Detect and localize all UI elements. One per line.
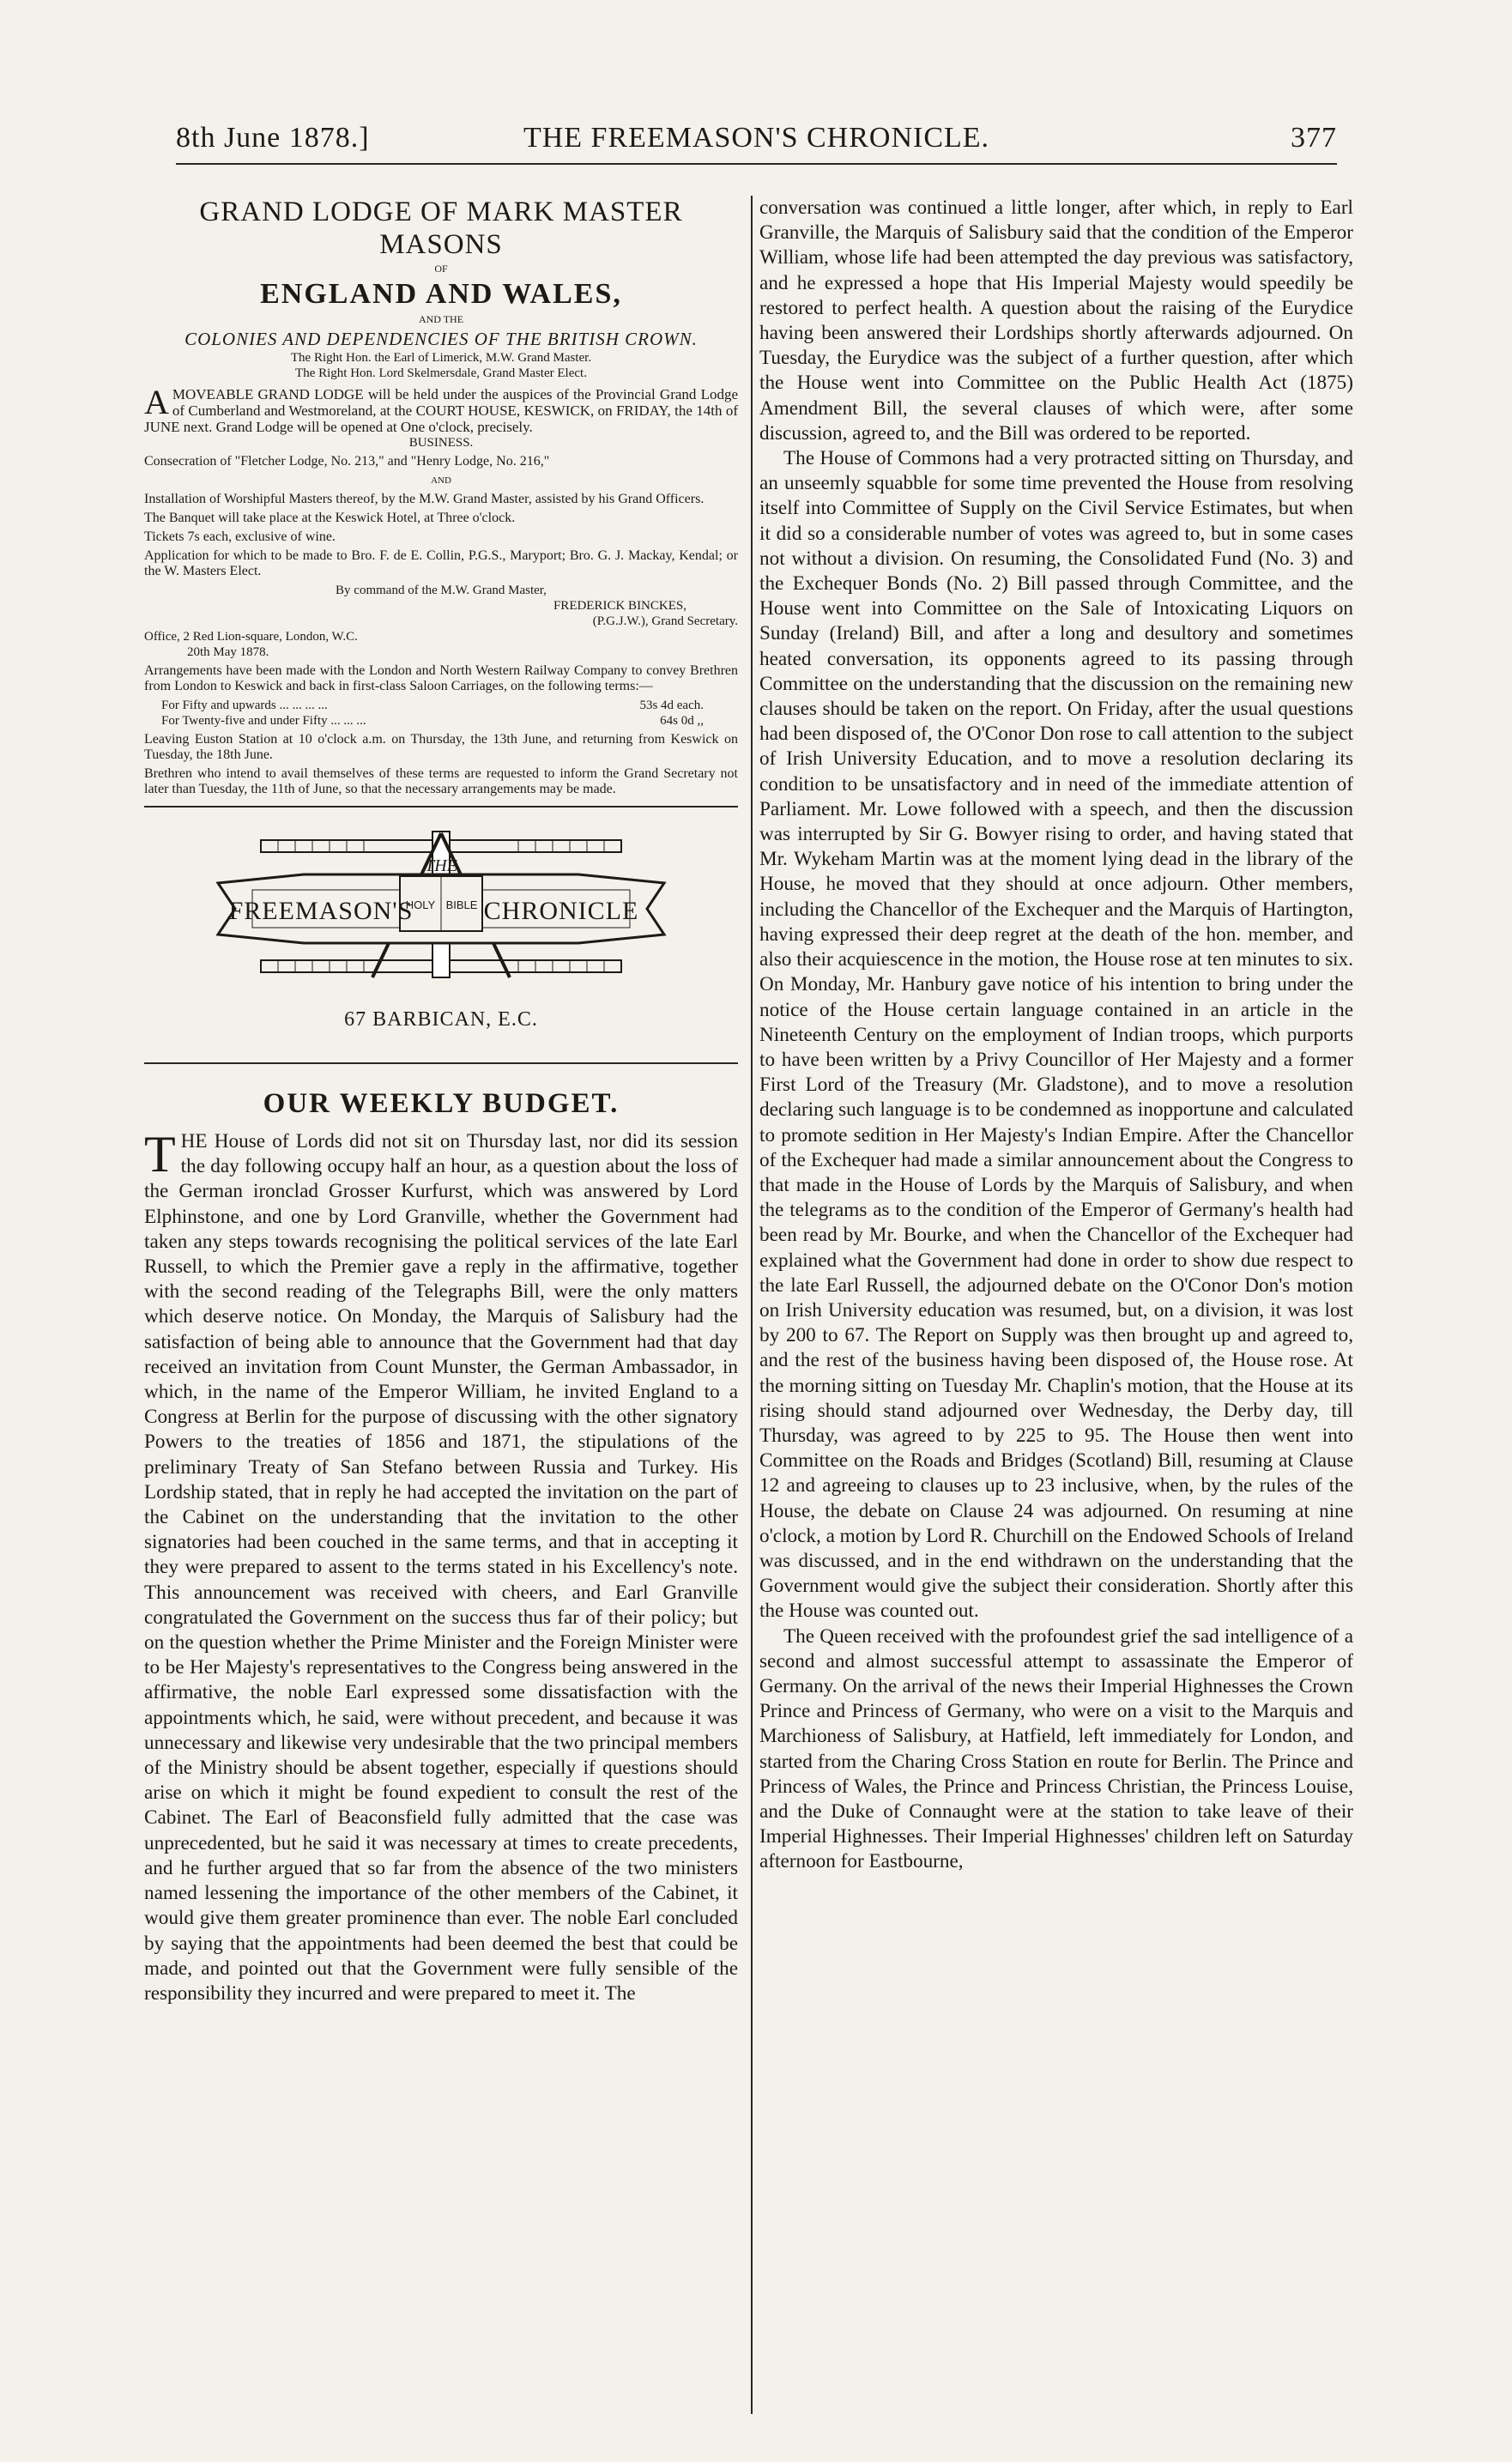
publication-title: THE FREEMASON'S CHRONICLE. <box>523 122 990 154</box>
page-number: 377 <box>1291 122 1337 154</box>
right-column <box>759 196 1353 1875</box>
arrangements-line: Arrangements have been made with the London and North Western Railway Company to convey Brethren from London to Keswick and back in first-class Saloon Carriages, on the following terms:— <box>144 663 738 693</box>
consecration-line: Consecration of "Fletcher Lodge, No. 213," and "Henry Lodge, No. 216," <box>144 454 550 469</box>
fare-row-fifty <box>144 698 738 713</box>
notice-body <box>144 383 738 435</box>
masthead-rule <box>144 1062 738 1064</box>
article-paragraph: The House of Commons had a very protracted sitting on Thursday, and an unseemly squabble for some time prevented the House from resolving itself into Committee of Supply on the Civil Service Estimates, but when it did so a considerable number of votes was agreed to, but in some cases not without a division. On resuming, the Consolidated Fund (No. 3) and the Exchequer Bonds (No. 2) Bill passed through Committee, and the House went into Committee on the Sale of Intoxicating Liquors on Sunday (Ireland) Bill, and after a long and desultory and sometimes heated conversation, its opponents agreed to its passing through Committee on the understanding that the discussion on the remaining new clauses should be taken on the report. On Friday, after the usual questions had been disposed of, the O'Conor Don rose to call attention to the subject of Irish University Education, and to move a resolution declaring its condition to be unsatisfactory and in need of the immediate attention of Parliament. Mr. Lowe followed with a speech, and then the discussion was interrupted by Sir G. Bowyer rising to order, and having stated that Mr. Wykeham Martin was at the moment lying dead in the library of the House, he moved that they should at once adjourn. Other members, including the Chancellor of the Exchequer and the Marquis of Hartington, having expressed their deep regret at the death of the hon. member, and also their acquiescence in the motion, the House rose at ten minutes to six. On Monday, Mr. Hanbury gave notice of his intention to bring under the notice of the House certain language contained in an article in the Nineteenth Century on the employment of Indian troops, which purports to have been written by a Privy Councillor of Her Majesty and a former First Lord of the Treasury (Mr. Gladstone), and to move a resolution declaring such language is to be condemned as inopportune and calculated to promote sedition in Her Majesty's Indian Empire. After the Chancellor of the Exchequer had made a similar announcement about the Congress to that made in the House of Lords by the Marquis of Salisbury, and when the telegrams as to the condition of the Emperor of Germany's health had been read by Mr. Bourke, and when the Chancellor of the Exchequer had explained what the Government had done in order to show due respect to the late Earl Russell, the adjourned debate on the O'Conor Don's motion on Irish University education was resumed, but, on a division, it was lost by 200 to 67. The Report on Supply was then brought up and agreed to, and the rest of the business having been disposed of, the House rose. At the morning sitting on Tuesday Mr. Chaplin's motion, that the House at its rising should stand adjourned over Wednesday, the Derby day, till Thursday, was agreed to by 225 to 95. The House then went into Committee on the Roads and Bridges (Scotland) Bill, resuming at Clause 12 and agreeing to clauses up to 23 inclusive, when, by the rules of the House, the debate on Clause 24 was adjourned. On resuming at nine o'clock, a motion by Lord R. Churchill on the Endowed Schools of Ireland was discussed, and in the end withdrawn on the understanding that the Government would give the subject their consideration. Shortly after this the House was counted out. <box>759 447 1353 1623</box>
fare-price: 53s 4d each. <box>639 699 704 712</box>
business-heading: BUSINESS. <box>408 436 474 450</box>
article-paragraph: conversation was continued a little longer, after which, in reply to Earl Granville, the Marquis of Salisbury said that the condition of the Emperor William, whose life had been attempted the day previous was satisfactory, and he expressed a hope that His Imperial Majesty would speedily be restored to perfect health. A question about the raising of the Eurydice having been answered their Lordships shortly afterwards adjourned. On Tuesday, the Eurydice was the subject of a further question, after which the House went into Committee on the Public Health Act (1875) Amendment Bill, the several clauses of which were, after some discussion, agreed to, and the Bill was ordered to be reported. <box>759 197 1353 445</box>
signatory-title: (P.G.J.W.), Grand Secretary. <box>592 614 738 628</box>
brethren-line: Brethren who intend to avail themselves of these terms are requested to inform the Grand Secretary not later than Tuesday, the 11th of June, so that the necessary arrangements may be made. <box>144 766 738 796</box>
masthead-address: 67 BARBICAN, E.C. <box>344 1008 538 1031</box>
tickets-line: Tickets 7s each, exclusive of wine. <box>144 529 336 544</box>
notice-date: 20th May 1878. <box>187 645 269 659</box>
article-right-text <box>759 196 1353 1875</box>
article-left-text <box>144 1126 738 2006</box>
grand-master-elect-line: The Right Hon. Lord Skelmersdale, Grand Master Elect. <box>295 366 587 380</box>
application-line: Application for which to be made to Bro. F. de E. Collin, P.G.S., Maryport; Bro. G. J. Mackay, Kendal; or the W. Masters Elect. <box>144 548 738 578</box>
masthead-holy: HOLY <box>405 898 436 911</box>
header-rule <box>176 163 1337 165</box>
masthead-the: THE <box>425 856 457 875</box>
leaving-line: Leaving Euston Station at 10 o'clock a.m. on Thursday, the 13th June, and returning from Keswick on Tuesday, the 18th June. <box>144 732 738 762</box>
masthead-freemasons: FREEMASON'S <box>228 897 414 925</box>
article-paragraph: The Queen received with the profoundest grief the sad intelligence of a second and almost successful attempt to assassinate the Emperor of Germany. On the arrival of the news their Imperial Highnesses the Crown Prince and Princess of Germany, who were on a visit to the Marquis and Marchioness of Salisbury, at Hatfield, left immediately for London, and started from the Charing Cross Station en route for Berlin. The Prince and Princess of Wales, the Prince and Princess Christian, the Princess Louise, and the Duke of Connaught were at the station to take leave of their Imperial Highnesses. Their Imperial Highnesses' children left on Saturday afternoon for Eastbourne, <box>759 1624 1353 1873</box>
masthead-bible: BIBLE <box>445 898 478 911</box>
masthead-logo <box>201 823 681 995</box>
masthead-chronicle: CHRONICLE <box>483 897 639 925</box>
fare-label: For Fifty and upwards ... ... ... ... <box>161 699 328 712</box>
notice-of: OF <box>434 263 448 275</box>
fare-label: For Twenty-five and under Fifty ... ... ... <box>161 714 366 728</box>
signatory-name: FREDERICK BINCKES, <box>553 599 686 613</box>
installation-line: Installation of Worshipful Masters thereof, by the M.W. Grand Master, assisted by his Grand Officers. <box>144 492 705 506</box>
fare-row-twenty-five <box>144 713 738 729</box>
grand-master-line: The Right Hon. the Earl of Limerick, M.W. Grand Master. <box>290 351 592 365</box>
notice-dropcap: A <box>144 383 169 421</box>
by-command-line: By command of the M.W. Grand Master, <box>336 584 547 597</box>
grand-lodge-notice <box>144 196 738 797</box>
banquet-line: The Banquet will take place at the Keswick Hotel, at Three o'clock. <box>144 511 516 525</box>
article-dropcap: T <box>144 1126 176 1183</box>
issue-date: 8th June 1878.] <box>176 122 370 154</box>
column-divider <box>751 196 753 2414</box>
fare-price: 64s 0d ,, <box>660 714 704 728</box>
article-title: OUR WEEKLY BUDGET. <box>263 1088 620 1119</box>
notice-title-line1: GRAND LODGE OF MARK MASTER MASONS <box>199 197 683 260</box>
notice-and-the: AND THE <box>418 313 464 325</box>
masthead-banner-graphic <box>201 823 681 995</box>
notice-body-text: MOVEABLE GRAND LODGE will be held under the auspices of the Provincial Grand Lodge of Cumberland and Westmoreland, at the COURT HOUSE, KESWICK, on FRIDAY, the 14th of JUNE next. Grand Lodge will be opened at One o'clock, precisely. <box>144 386 738 435</box>
page-header <box>176 122 1337 161</box>
notice-title-line2: ENGLAND AND WALES, <box>260 278 622 310</box>
office-address: Office, 2 Red Lion-square, London, W.C. <box>144 630 358 644</box>
notice-title-line3: COLONIES AND DEPENDENCIES OF THE BRITISH CROWN. <box>184 329 698 349</box>
left-column <box>144 196 738 2006</box>
article-left-body: HE House of Lords did not sit on Thursday last, nor did its session the day following occupy half an hour, as a question about the loss of the German ironclad Grosser Kurfurst, which was answered by Lord Elphinstone, and one by Lord Granville, whether the Government had taken any steps towards recognising the political services of the late Earl Russell, to which the Premier gave a reply in the affirmative, together with the second reading of the Telegraphs Bill, were the only matters which deserve notice. On Monday, the Marquis of Salisbury had the satisfaction of being able to announce that the Government had that day received an invitation from Count Munster, the German Ambassador, in which, in the name of the Emperor William, he invited England to a Congress at Berlin for the purpose of discussing with the other signatory Powers to the treaties of 1856 and 1871, the stipulations of the preliminary Treaty of San Stefano between Russia and Turkey. His Lordship stated, that in reply he had accepted the invitation on the part of the Cabinet on the understanding that the invitation to the other signatories had been couched in the same terms, and that in accepting it they were prepared to assent to the terms stated in his Excellency's note. This announcement was received with cheers, and Earl Granville congratulated the Government on the success thus far of their policy; but on the question whether the Prime Minister and the Foreign Minister were to be Her Majesty's representatives to the Congress being answered in the affirmative, the noble Earl expressed some dissatisfaction with the appointments which, he said, were without precedent, and because it was unnecessary and likewise very undesirable that the two principal members of the Ministry should be absent together, especially if questions should arise on which it might be found expedient to consult the rest of the Cabinet. The Earl of Beaconsfield fully admitted that the case was unprecedented, but he said it was necessary at times to create precedents, and he further argued that so far from the absence of the two ministers named lessening the importance of the other members of the Cabinet, it would give them greater prominence than ever. The noble Earl concluded by saying that the appointments had been deemed the best that could be made, and pointed out that the Government were fully sensible of the responsibility they incurred and were prepared to meet it. The <box>144 1130 738 2005</box>
and-word: AND <box>431 475 451 486</box>
notice-rule <box>144 806 738 808</box>
